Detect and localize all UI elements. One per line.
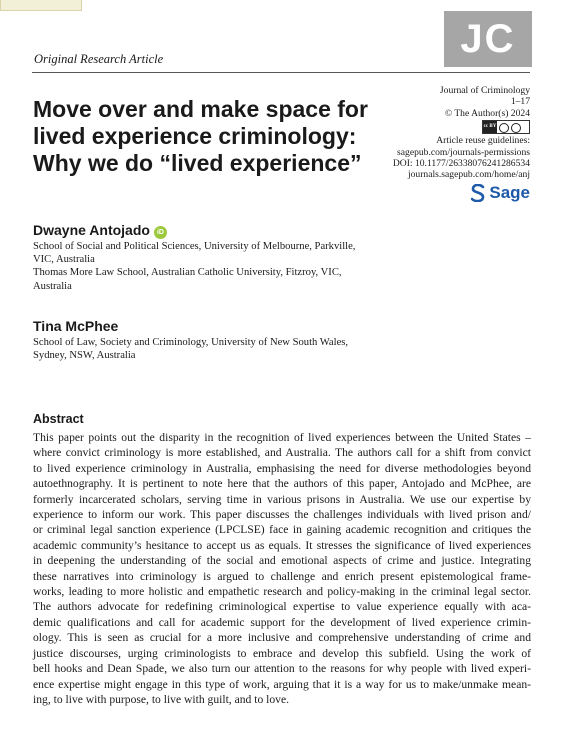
orcid-icon[interactable]: iD bbox=[154, 226, 167, 239]
publisher-name: Sage bbox=[489, 183, 530, 203]
abstract-line: ing, to live with purpose, to live with guilt, and to love. bbox=[33, 692, 290, 706]
abstract-line: ence expertise might engage in this type of work, arguing that it is a way for us to make/unmake mean- bbox=[33, 677, 531, 691]
article-type: Original Research Article bbox=[34, 52, 164, 66]
abstract-line: ology. This is seen as crucial for a more inclusive and comprehensive understanding of crime and bbox=[33, 631, 531, 645]
abstract-line: to lived experience criminology in Australia, emphasising the need for diverse methodologies beyond bbox=[33, 461, 531, 475]
title-line: lived experience criminology: bbox=[33, 123, 357, 149]
abstract-line: formerly incarcerated scholars, serving time in various prisons in Australia. We use our expertise by bbox=[33, 492, 531, 506]
abstract-line: justice discourses, urging criminologists to embrace and develop this subfield. Using the work of bbox=[33, 646, 531, 660]
sage-s-icon bbox=[471, 184, 485, 202]
reuse-label: Article reuse guidelines: bbox=[436, 135, 530, 147]
abstract-line: in deepening the understanding of the social and emotional aspects of crime and justice. Integrating bbox=[33, 554, 531, 568]
author-affiliation: School of Law, Society and Criminology, University of New South Wales, Sydney, NSW, Australia bbox=[33, 337, 349, 362]
abstract-line: This paper points out the disparity in the recognition of lived experiences between the United States – bbox=[33, 431, 531, 444]
title-line: Move over and make space for bbox=[33, 96, 368, 122]
journal-name: Journal of Criminology bbox=[439, 85, 530, 96]
corner-tab bbox=[0, 0, 82, 11]
journal-link[interactable]: journals.sagepub.com/home/anj bbox=[407, 169, 530, 181]
reuse-link[interactable]: sagepub.com/journals-permissions bbox=[397, 146, 530, 158]
author-name: Dwayne Antojado iD bbox=[33, 222, 167, 239]
abstract-line: academic community’s hesitance to accept us as equals. It stresses the significance of lived experiences bbox=[33, 538, 531, 552]
abstract-line: experience to inform our work. This paper discusses the challenges individuals with lived prison and/ bbox=[33, 508, 531, 522]
header-rule bbox=[32, 72, 530, 73]
article-title bbox=[33, 96, 383, 177]
doi[interactable]: DOI: 10.1177/26338076241286534 bbox=[392, 158, 530, 170]
abstract-line: or criminal legal sanction experience (LPCLSE) face in gaining academic recognition and critiques the bbox=[33, 523, 531, 537]
journal-logo: JC bbox=[444, 11, 532, 67]
abstract-line: autoethnography. It is pertinent to note here that the authors of this paper, Antojado and McPhee, are bbox=[33, 477, 531, 491]
abstract-line: bell hooks and Dean Spade, we also turn our attention to the reasons for why people with lived experi- bbox=[33, 662, 531, 676]
author-affiliation: School of Social and Political Sciences, University of Melbourne, Parkville, VIC, Australia Thomas More Law School, Australian Catholic University, Fitzroy, VIC, Australia bbox=[33, 241, 356, 292]
author-name: Tina McPhee bbox=[33, 318, 119, 334]
abstract-body bbox=[33, 430, 531, 707]
abstract-line: demic qualifications and call for academic support for the development of lived experience crimin- bbox=[33, 615, 531, 629]
abstract-line: The authors advocate for redefining criminological expertise to value experience equally with aca- bbox=[33, 600, 531, 614]
sage-logo bbox=[471, 184, 530, 202]
page-range: 1–17 bbox=[510, 96, 530, 108]
abstract-line: these narratives into criminology is argued to challenge and enrich present epistemological frame- bbox=[33, 569, 531, 583]
copyright: © The Author(s) 2024 bbox=[444, 107, 530, 119]
abstract-heading: Abstract bbox=[33, 412, 84, 426]
abstract-line: works, leading to more holistic and empathetic research and policy-making in the criminal legal sector. bbox=[33, 585, 531, 599]
abstract-line: where convict criminology is more established, and Australia. The authors call for a shift from convict bbox=[33, 446, 531, 460]
title-line: Why we do “lived experience” bbox=[33, 150, 362, 176]
journal-meta bbox=[380, 85, 530, 205]
cc-by-license-icon[interactable]: cc BY bbox=[482, 120, 530, 134]
